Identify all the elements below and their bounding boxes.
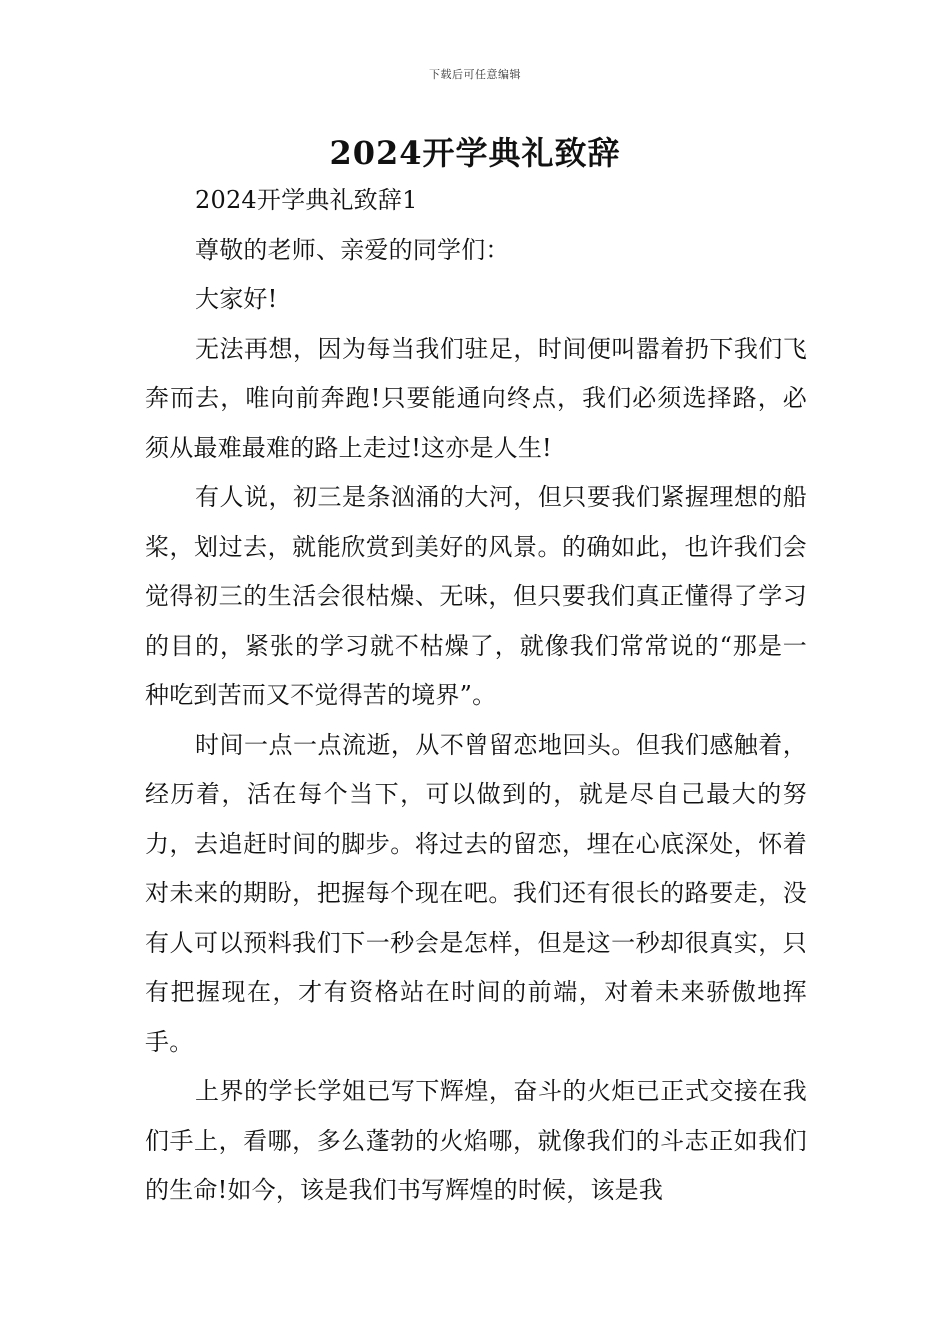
paragraph: 上界的学长学姐已写下辉煌，奋斗的火炬已正式交接在我们手上，看哪，多么蓬勃的火焰哪，就像我们的斗志正如我们的生命!如今，该是我们书写辉煌的时候，该是我 [145, 1077, 807, 1204]
document-title: 2024开学典礼致辞 [329, 134, 621, 172]
paragraph: 时间一点一点流逝，从不曾留恋地回头。但我们感触着，经历着，活在每个当下，可以做到的，就是尽自己最大的努力，去追赶时间的脚步。将过去的留恋，埋在心底深处，怀着对未来的期盼，把握每个现在吧。我们还有很长的路要走，没有人可以预料我们下一秒会是怎样，但是这一秒却很真实，只有把握现在，才有资格站在时间的前端，对着未来骄傲地挥手。 [145, 730, 807, 1056]
document-body [145, 176, 807, 1216]
paragraph: 无法再想，因为每当我们驻足，时间便叫嚣着扔下我们飞奔而去，唯向前奔跑!只要能通向终点，我们必须选择路，必须从最难最难的路上走过!这亦是人生! [145, 334, 807, 462]
paragraph-salutation: 尊敬的老师、亲爱的同学们： [195, 235, 510, 264]
paragraph-greeting: 大家好! [195, 285, 278, 313]
header-note: 下载后可任意编辑 [429, 68, 521, 81]
paragraph-subtitle: 2024开学典礼致辞1 [195, 186, 418, 214]
paragraph: 有人说，初三是条汹涌的大河，但只要我们紧握理想的船桨，划过去，就能欣赏到美好的风景。的确如此，也许我们会觉得初三的生活会很枯燥、无味，但只要我们真正懂得了学习的目的，紧张的学习就不枯燥了，就像我们常常说的“那是一种吃到苦而又不觉得苦的境界”。 [145, 483, 807, 709]
